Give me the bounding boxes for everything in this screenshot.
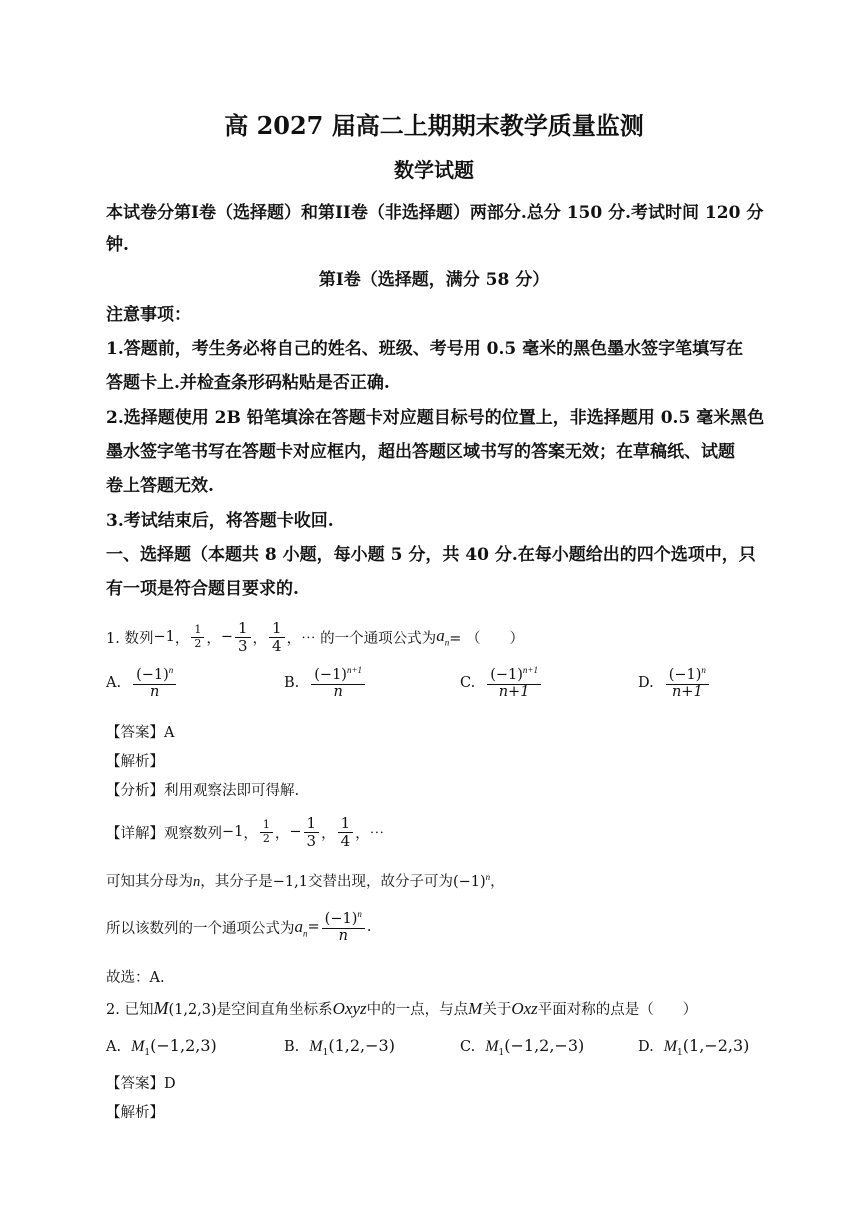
q1-neg-sign: − bbox=[220, 629, 233, 645]
q1-option-d: D. $\frac{(-1)^n}{n+1}$ bbox=[638, 666, 711, 701]
q1-fenxi: 【分析】利用观察法即可得解. bbox=[106, 783, 300, 799]
q1-detail: 【详解】观察数列 −1 ， $\frac{1}{2}$ ， − $\frac{1}{3}$ ， $\frac{1}{4}$ ，⋯ bbox=[106, 814, 385, 850]
exam-title: 高 2027 届高二上期期末教学质量监测 bbox=[224, 111, 644, 140]
q1-lead: 1. 数列 bbox=[106, 630, 154, 647]
q1-known-line: 可知其分母为n，其分子是−1,1交替出现，故分子可为$(-1)^n$， bbox=[106, 872, 505, 890]
q1-comma: ， bbox=[174, 630, 190, 647]
note-2c: 卷上答题无效. bbox=[106, 476, 214, 496]
section1-line-1: 一、选择题（本题共 8 小题，每小题 5 分，共 40 分.在每小题给出的四个选项中，只 bbox=[106, 545, 756, 565]
q2-stem: 2. 已知M(1,2,3)是空间直角坐标系Oxyz中的一点，与点M关于Oxz平面对称的点是（ ） bbox=[106, 998, 698, 1018]
q1-term-4: $\frac{1}{4}$ bbox=[269, 620, 285, 654]
q1-choose: 故选：A. bbox=[106, 970, 165, 986]
intro-line-1: 本试卷分第I卷（选择题）和第II卷（非选择题）两部分.总分 150 分.考试时间 120 分 bbox=[106, 203, 764, 223]
q1-option-b: B. $\frac{(-1)^{n+1}}{n}$ bbox=[284, 666, 367, 701]
q1-analysis: 【解析】 bbox=[106, 754, 164, 770]
q1-option-c: C. $\frac{(-1)^{n+1}}{n+1}$ bbox=[460, 666, 543, 701]
section1-line-2: 有一项是符合题目要求的. bbox=[106, 579, 299, 599]
q1-term-2: $\frac{1}{2}$ bbox=[191, 624, 204, 649]
intro-line-2: 钟. bbox=[106, 235, 129, 255]
q1-term-3: $\frac{1}{3}$ bbox=[235, 620, 251, 654]
q2-analysis: 【解析】 bbox=[106, 1105, 164, 1121]
q1-stem: 1. 数列 −1 ， $\frac{1}{2}$ ， − $\frac{1}{3}$ ， $\frac{1}{4}$ ，⋯ 的一个通项公式为 $a_n$ = （ ） bbox=[106, 619, 524, 655]
q2-option-d: D. $M_1(1,-2,3)$ bbox=[638, 1036, 750, 1058]
q2-option-a: A. $M_1(-1,2,3)$ bbox=[106, 1036, 217, 1058]
note-1b: 答题卡上.并检查条形码粘贴是否正确. bbox=[106, 373, 390, 393]
q1-an: $a_n$ bbox=[436, 626, 450, 648]
q1-option-a: A. $\frac{(-1)^n}{n}$ bbox=[106, 666, 178, 701]
q1-tail: ，⋯ 的一个通项公式为 bbox=[286, 630, 437, 647]
q2-option-c: C. $M_1(-1,2,-3)$ bbox=[460, 1036, 585, 1058]
section-title: 第I卷（选择题，满分 58 分） bbox=[318, 270, 550, 290]
notes-heading: 注意事项： bbox=[106, 305, 191, 325]
q1-term-1: −1 bbox=[153, 629, 175, 645]
note-2a: 2.选择题使用 2B 铅笔填涂在答题卡对应题目标号的位置上，非选择题用 0.5 毫米黑色 bbox=[106, 408, 765, 428]
subject-title: 数学试题 bbox=[394, 158, 474, 182]
note-3: 3.考试结束后，将答题卡收回. bbox=[106, 511, 334, 531]
note-1a: 1.答题前，考生务必将自己的姓名、班级、考号用 0.5 毫米的黑色墨水签字笔填写在 bbox=[106, 339, 744, 359]
q2-option-b: B. $M_1(1,2,-3)$ bbox=[284, 1036, 395, 1058]
note-2b: 墨水签字笔书写在答题卡对应框内，超出答题区域书写的答案无效；在草稿纸、试题 bbox=[106, 442, 735, 462]
q1-answer: 【答案】A bbox=[106, 725, 175, 741]
q1-so-line: 所以该数列的一个通项公式为 $a_n$ = $\frac{(-1)^n}{n}$ . bbox=[106, 909, 372, 944]
q2-answer: 【答案】D bbox=[106, 1076, 176, 1092]
